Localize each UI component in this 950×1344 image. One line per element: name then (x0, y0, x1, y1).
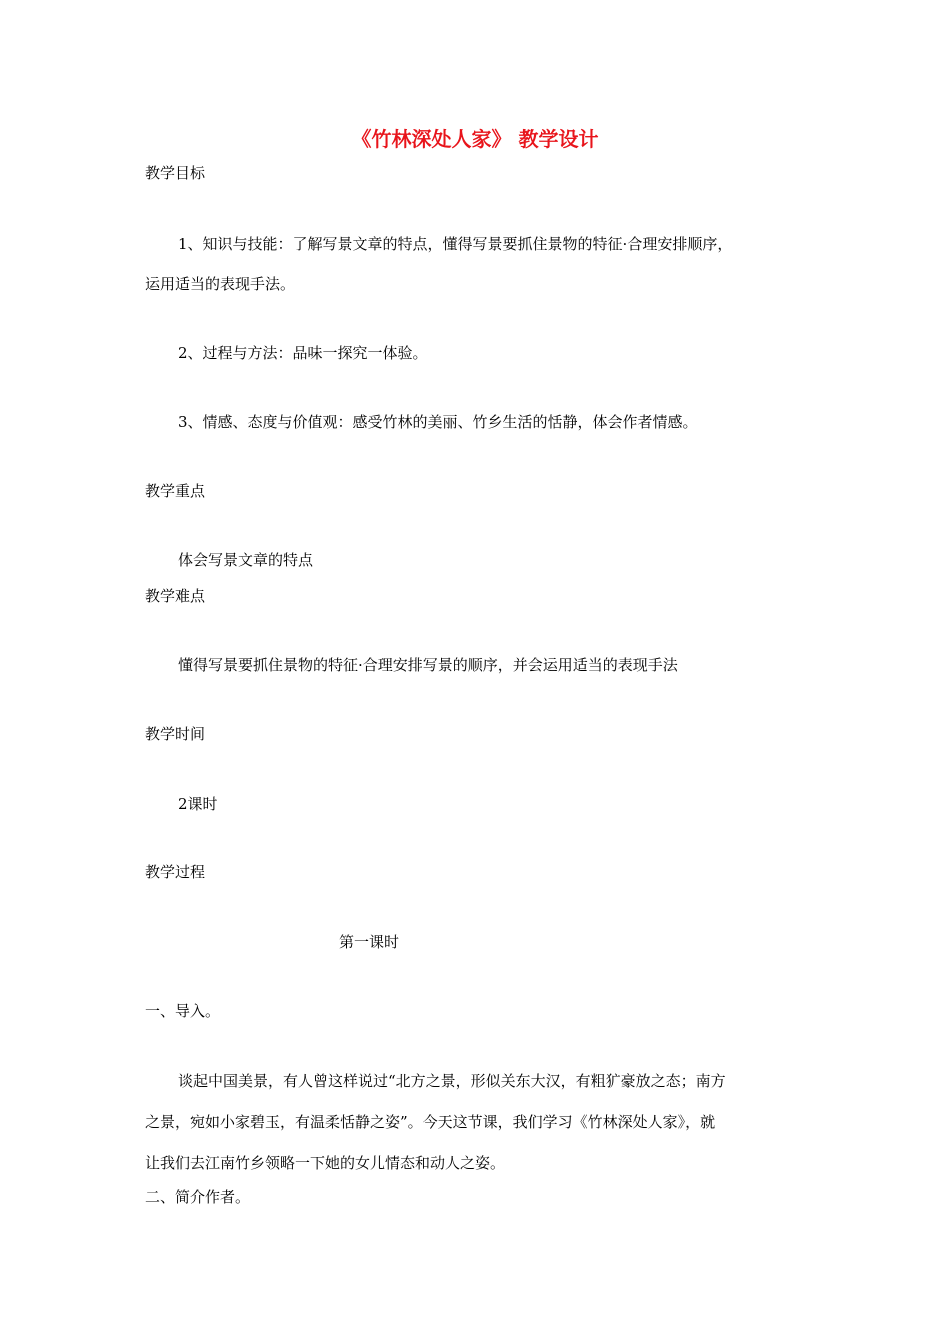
difficulty-text: 懂得写景要抓住景物的特征·合理安排写景的顺序，并会运用适当的表现手法 (178, 656, 678, 674)
goal-2: 2、过程与方法：品味一探究一体验。 (178, 344, 428, 362)
goals-heading: 教学目标 (145, 164, 206, 182)
difficulty-heading: 教学难点 (145, 587, 206, 605)
process-heading: 教学过程 (145, 863, 206, 881)
lesson-1-heading: 第一课时 (339, 933, 400, 951)
intro-line-3: 让我们去江南竹乡领略一下她的女儿情态和动人之姿。 (145, 1154, 506, 1172)
goal-3: 3、情感、态度与价值观：感受竹林的美丽、竹乡生活的恬静，体会作者情感。 (178, 413, 698, 431)
section-1-heading: 一、导入。 (145, 1002, 221, 1020)
document-title: 《竹林深处人家》 教学设计 (351, 127, 599, 151)
focus-text: 体会写景文章的特点 (178, 551, 314, 569)
intro-line-2: 之景，宛如小家碧玉，有温柔恬静之姿”。今天这节课，我们学习《竹林深处人家》，就 (145, 1113, 716, 1131)
goal-1-line-1: 1、知识与技能：了解写景文章的特点，懂得写景要抓住景物的特征·合理安排顺序， (178, 235, 733, 253)
time-heading: 教学时间 (145, 725, 206, 743)
focus-heading: 教学重点 (145, 482, 206, 500)
intro-line-1: 谈起中国美景，有人曾这样说过“北方之景，形似关东大汉，有粗犷豪放之态；南方 (178, 1072, 726, 1090)
time-text: 2课时 (178, 795, 218, 813)
goal-1-line-2: 运用适当的表现手法。 (145, 275, 296, 293)
section-2-heading: 二、简介作者。 (145, 1188, 251, 1206)
